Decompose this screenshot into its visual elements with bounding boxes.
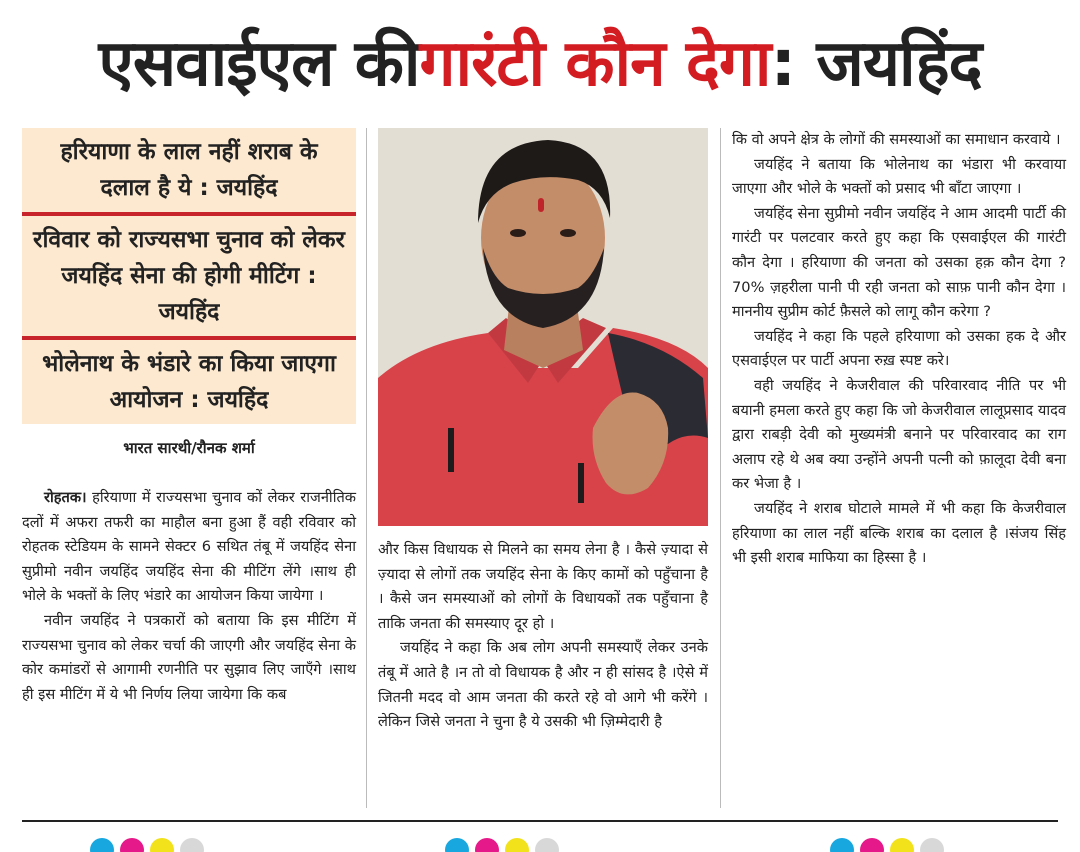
headline-part-1: एसवाईएल की <box>98 26 420 101</box>
headline-part-2: गारंटी कौन देगा <box>419 26 771 101</box>
print-dot <box>505 838 529 852</box>
article-column-middle <box>378 538 708 735</box>
article-paragraph: जयहिंद ने कहा कि पहले हरियाणा को उसका हक दे और एसवाईएल पर पार्टी अपना रुख़ स्पष्ट करे। <box>732 327 1066 370</box>
print-dot <box>920 838 944 852</box>
article-paragraph <box>22 486 356 609</box>
article-paragraph: नवीन जयहिंद ने पत्रकारों को बताया कि इस मीटिंग में राज्यसभा चुनाव को लेकर चर्चा की जाएगी और जयहिंद सेना के कोर कमांडरों से आगामी रणनीति पर सुझाव लिए जाएँगे ।साथ ही इस मीटिंग में ये भी निर्णय लिया जायेगा कि कब <box>22 611 356 703</box>
dateline: रोहतक। <box>44 489 87 506</box>
subhead-1: हरियाणा के लाल नहीं शराब के दलाल है ये : जयहिंद <box>22 128 356 216</box>
print-dot <box>90 838 114 852</box>
print-dot <box>150 838 174 852</box>
article-text: हरियाणा में राज्यसभा चुनाव कों लेकर राजनीतिक दलों में अफरा तफरी का माहौल बना हुआ हैं वही रविवार को रोहतक स्टेडियम के सामने सेक्टर 6 सथित तंबू में जयहिंद सेना सुप्रीमो नवीन जयहिंद जयहिंद सेना की मीटिंग लेंगे ।साथ ही भोले के भक्तों के लिए भंडारे का आयोजन किया जायेगा । <box>22 489 357 605</box>
article-paragraph: जयहिंद सेना सुप्रीमो नवीन जयहिंद ने आम आदमी पार्टी की गारंटी पर पलटवार करते हुए कहा कि एसवाईएल की गारंटी कौन देगा । हरियाणा की जनता को उसका हक़ कौन देगा ? 70% ज़हरीला पानी पी रही जनता को साफ़ पानी कौन देगा । माननीय सुप्रीम कोर्ट फ़ैसले को लागू कौन करेगा ? <box>732 204 1066 321</box>
print-dot <box>475 838 499 852</box>
portrait-photo <box>378 128 708 526</box>
article-paragraph: जयहिंद ने शराब घोटाले मामले में भी कहा कि केजरीवाल हरियाणा का लाल नहीं बल्कि शराब का दलाल है ।संजय सिंह भी इसी शराब माफिया का हिस्सा है । <box>732 499 1066 567</box>
subhead-3: भोलेनाथ के भंडारे का किया जाएगा आयोजन : जयहिंद <box>22 340 356 424</box>
article-paragraph: कि वो अपने क्षेत्र के लोगों की समस्याओं का समाधान करवाये । <box>732 131 1061 148</box>
column-divider <box>366 128 367 808</box>
article-column-left <box>22 486 356 707</box>
article-paragraph: जयहिंद ने कहा कि अब लोग अपनी समस्याएँ लेकर उनके तंबू में आते है ।न तो वो विधायक है और न ही सांसद है ।ऐसे में जितनी मदद वो आम जनता की करते रहे वो आगे भी करेंगे । लेकिन जिसे जनता ने चुना है ये उसकी भी ज़िम्मेदारी है <box>378 639 708 731</box>
subhead-2: रविवार को राज्यसभा चुनाव को लेकर जयहिंद सेना की होगी मीटिंग : जयहिंद <box>22 216 356 340</box>
print-registration-marks <box>445 838 559 852</box>
print-dot <box>830 838 854 852</box>
article-paragraph: जयहिंद ने बताया कि भोलेनाथ का भंडारा भी करवाया जाएगा और भोले के भक्तों को प्रसाद भी बाँटा जाएगा । <box>732 155 1066 198</box>
print-dot <box>120 838 144 852</box>
portrait-illustration <box>378 128 708 526</box>
article-paragraph: और किस विधायक से मिलने का समय लेना है । कैसे ज़्यादा से ज़्यादा से लोगों तक जयहिंद सेना के किए कामों को पहुँचाना है । कैसे जन समस्याओं को लोगों के विधायकों तक पहुँचाना है ताकि जनता की समस्याए दूर हो । <box>378 541 708 632</box>
print-registration-marks <box>90 838 204 852</box>
byline: भारत सारथी/रौनक शर्मा <box>123 439 255 457</box>
article-column-right <box>732 128 1066 571</box>
article-paragraph: वही जयहिंद ने केजरीवाल की परिवारवाद नीति पर भी बयानी हमला करते हुए कहा कि जो केजरीवाल लालूप्रसाद यादव द्वारा राबड़ी देवी को मुख्यमंत्री बनाने पर परिवारवाद का राग अलाप रहे थे अब क्या उन्होंने अपनी पत्नी को फ़ालूदा देवी बना कर भेजा है । <box>732 376 1066 493</box>
headline-part-3: : जयहिंद <box>770 26 982 101</box>
print-dot <box>180 838 204 852</box>
print-dot <box>535 838 559 852</box>
subheads-panel <box>22 128 356 458</box>
print-dot <box>890 838 914 852</box>
print-dot <box>445 838 469 852</box>
print-registration-marks <box>830 838 944 852</box>
bottom-rule <box>22 820 1058 822</box>
headline <box>0 0 1080 120</box>
column-divider <box>720 128 721 808</box>
print-dot <box>860 838 884 852</box>
